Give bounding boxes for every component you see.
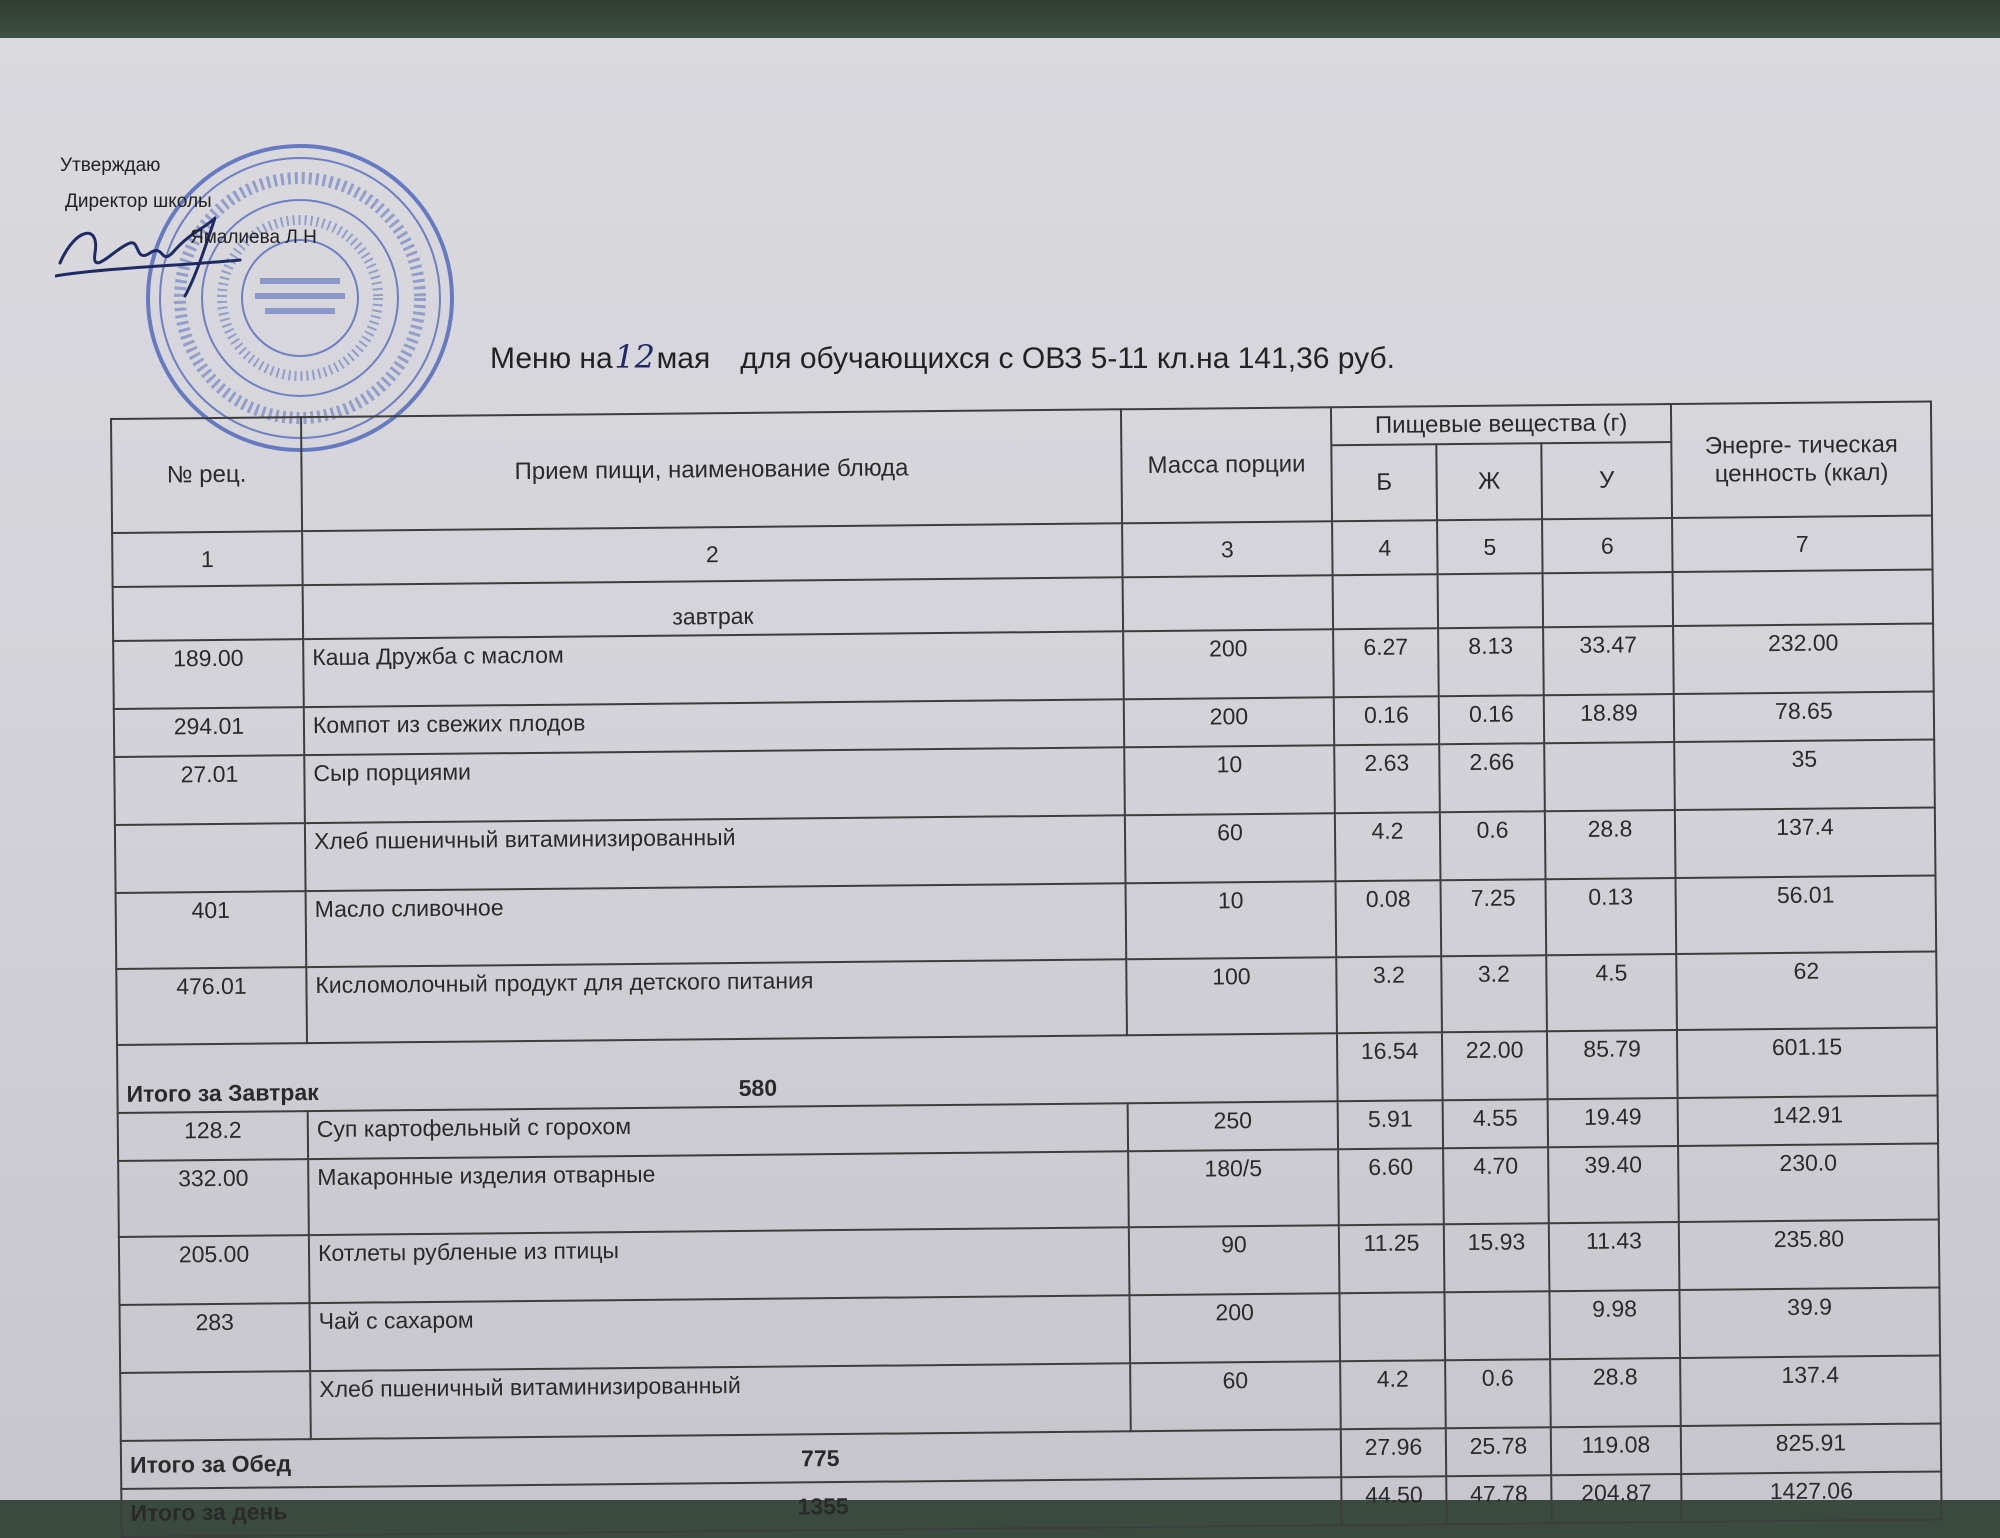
fat-value: 15.93 <box>1444 1223 1550 1292</box>
fat-value: 0.6 <box>1440 811 1546 880</box>
protein-value: 2.63 <box>1334 744 1440 813</box>
carb-value: 4.5 <box>1546 954 1677 1031</box>
carb-value <box>1544 742 1675 811</box>
menu-title <box>490 338 1395 376</box>
title-date: 12 <box>614 338 656 376</box>
day-total-u: 204.87 <box>1551 1474 1681 1523</box>
protein-value <box>1339 1292 1445 1361</box>
day-total-label: Итого за день <box>130 1497 288 1526</box>
lunch-total-label: Итого за Обед <box>129 1449 292 1478</box>
lunch-rows <box>118 1095 1941 1440</box>
dish-name: Компот из свежих плодов <box>304 699 1124 755</box>
recipe-number <box>115 823 306 893</box>
header-mass: Масса порции <box>1121 407 1332 523</box>
day-total-b: 44.50 <box>1341 1476 1446 1525</box>
portion-mass: 10 <box>1126 881 1337 959</box>
recipe-number: 294.01 <box>114 707 304 757</box>
recipe-number: 205.00 <box>119 1235 310 1305</box>
carb-value: 11.43 <box>1549 1222 1680 1291</box>
col-number: 5 <box>1437 519 1543 574</box>
dish-name: Макаронные изделия отварные <box>308 1151 1129 1235</box>
breakfast-total-zh: 22.00 <box>1442 1031 1548 1100</box>
breakfast-total-kcal: 601.15 <box>1677 1027 1938 1097</box>
dish-name: Котлеты рубленые из птицы <box>309 1227 1130 1303</box>
carb-value: 28.8 <box>1545 810 1676 879</box>
fat-value: 4.55 <box>1443 1099 1548 1148</box>
dish-name: Чай с сахаром <box>310 1295 1131 1371</box>
portion-mass: 200 <box>1124 697 1334 747</box>
fat-value: 8.13 <box>1438 627 1544 696</box>
energy-value: 39.9 <box>1679 1287 1940 1357</box>
protein-value: 11.25 <box>1339 1224 1445 1293</box>
fat-value: 0.16 <box>1439 695 1544 744</box>
header-b: Б <box>1331 444 1437 521</box>
day-total-mass: 1355 <box>797 1492 849 1519</box>
header-zh: Ж <box>1436 443 1542 520</box>
col-number: 2 <box>302 523 1122 585</box>
header-rec-no: № рец. <box>111 417 302 533</box>
portion-mass: 250 <box>1128 1101 1338 1151</box>
portion-mass: 100 <box>1126 957 1337 1035</box>
portion-mass: 60 <box>1130 1361 1341 1431</box>
protein-value: 6.60 <box>1338 1148 1444 1225</box>
dish-name: Хлеб пшеничный витаминизированный <box>310 1363 1131 1439</box>
protein-value: 0.16 <box>1334 696 1439 745</box>
approval-line: Утверждаю <box>60 155 161 176</box>
carb-value: 18.89 <box>1544 694 1674 743</box>
lunch-total-kcal: 825.91 <box>1681 1423 1941 1473</box>
carb-value: 33.47 <box>1543 626 1674 695</box>
col-number: 3 <box>1122 521 1333 577</box>
title-month: мая <box>656 342 711 375</box>
fat-value: 4.70 <box>1443 1147 1549 1224</box>
energy-value: 35 <box>1674 740 1935 810</box>
director-name: Ямалиева Л Н <box>190 227 317 248</box>
recipe-number <box>120 1371 311 1441</box>
energy-value: 78.65 <box>1674 692 1934 742</box>
recipe-number: 476.01 <box>116 967 307 1045</box>
lunch-total-b: 27.96 <box>1341 1428 1446 1477</box>
protein-value: 6.27 <box>1333 628 1439 697</box>
dish-name: Сыр порциями <box>304 747 1125 823</box>
energy-value: 137.4 <box>1680 1355 1941 1425</box>
header-dish: Прием пищи, наименование блюда <box>301 409 1122 531</box>
menu-table <box>110 401 1943 1538</box>
dish-name: Каша Дружба с маслом <box>303 631 1124 707</box>
protein-value: 0.08 <box>1336 880 1442 957</box>
portion-mass: 200 <box>1123 629 1334 699</box>
col-number: 1 <box>112 531 303 587</box>
recipe-number: 283 <box>120 1303 311 1373</box>
breakfast-total-b: 16.54 <box>1337 1032 1443 1101</box>
carb-value: 9.98 <box>1549 1290 1680 1359</box>
protein-value: 3.2 <box>1336 956 1442 1033</box>
lunch-total-zh: 25.78 <box>1446 1427 1551 1476</box>
carb-value: 28.8 <box>1550 1358 1681 1427</box>
fat-value: 0.6 <box>1445 1359 1551 1428</box>
energy-value: 235.80 <box>1679 1219 1940 1289</box>
portion-mass: 10 <box>1124 745 1335 815</box>
carb-value: 19.49 <box>1548 1098 1678 1147</box>
col-number: 7 <box>1672 516 1933 572</box>
title-prefix: Меню на <box>490 342 613 375</box>
section-label-breakfast: завтрак <box>303 577 1123 639</box>
lunch-total-mass: 775 <box>800 1444 840 1471</box>
col-number: 4 <box>1332 520 1438 575</box>
breakfast-total-mass: 580 <box>738 1074 778 1101</box>
portion-mass: 90 <box>1129 1225 1340 1295</box>
day-total-zh: 47.78 <box>1446 1475 1551 1524</box>
header-energy: Энерге- тическая ценность (ккал) <box>1671 402 1932 518</box>
approval-block <box>60 148 317 256</box>
energy-value: 137.4 <box>1675 808 1936 878</box>
dish-name: Кисломолочный продукт для детского питания <box>306 959 1127 1043</box>
portion-mass: 200 <box>1129 1293 1340 1363</box>
fat-value: 3.2 <box>1441 955 1547 1032</box>
energy-value: 62 <box>1676 951 1937 1029</box>
portion-mass: 60 <box>1125 813 1336 883</box>
energy-value: 230.0 <box>1678 1143 1939 1221</box>
director-title: Директор школы <box>65 191 212 212</box>
recipe-number: 332.00 <box>118 1159 309 1237</box>
lunch-total-u: 119.08 <box>1551 1426 1681 1475</box>
breakfast-total-u: 85.79 <box>1547 1030 1678 1099</box>
breakfast-rows <box>113 624 1937 1045</box>
title-rest: для обучающихся с ОВЗ 5-11 кл.на 141,36 руб. <box>740 342 1396 375</box>
header-u: У <box>1541 442 1672 519</box>
carb-value: 39.40 <box>1548 1146 1679 1223</box>
day-total-kcal: 1427.06 <box>1681 1471 1941 1521</box>
col-number: 6 <box>1542 518 1673 573</box>
dish-name: Суп картофельный с горохом <box>308 1103 1128 1159</box>
protein-value: 4.2 <box>1340 1360 1446 1429</box>
breakfast-total-label: Итого за Завтрак <box>126 1079 319 1107</box>
energy-value: 56.01 <box>1675 875 1936 953</box>
recipe-number: 27.01 <box>114 755 305 825</box>
fat-value <box>1444 1291 1550 1360</box>
dish-name: Масло сливочное <box>306 883 1127 967</box>
header-nutrients: Пищевые вещества (г) <box>1331 404 1671 445</box>
paper-sheet <box>0 38 2000 1526</box>
recipe-number: 128.2 <box>118 1111 308 1161</box>
dish-name: Хлеб пшеничный витаминизированный <box>305 815 1126 891</box>
protein-value: 4.2 <box>1335 812 1441 881</box>
protein-value: 5.91 <box>1338 1100 1443 1149</box>
fat-value: 2.66 <box>1439 743 1545 812</box>
energy-value: 232.00 <box>1673 624 1934 694</box>
recipe-number: 189.00 <box>113 639 304 709</box>
energy-value: 142.91 <box>1678 1095 1938 1145</box>
portion-mass: 180/5 <box>1128 1149 1339 1227</box>
fat-value: 7.25 <box>1440 879 1546 956</box>
carb-value: 0.13 <box>1545 878 1676 955</box>
recipe-number: 401 <box>116 891 307 969</box>
